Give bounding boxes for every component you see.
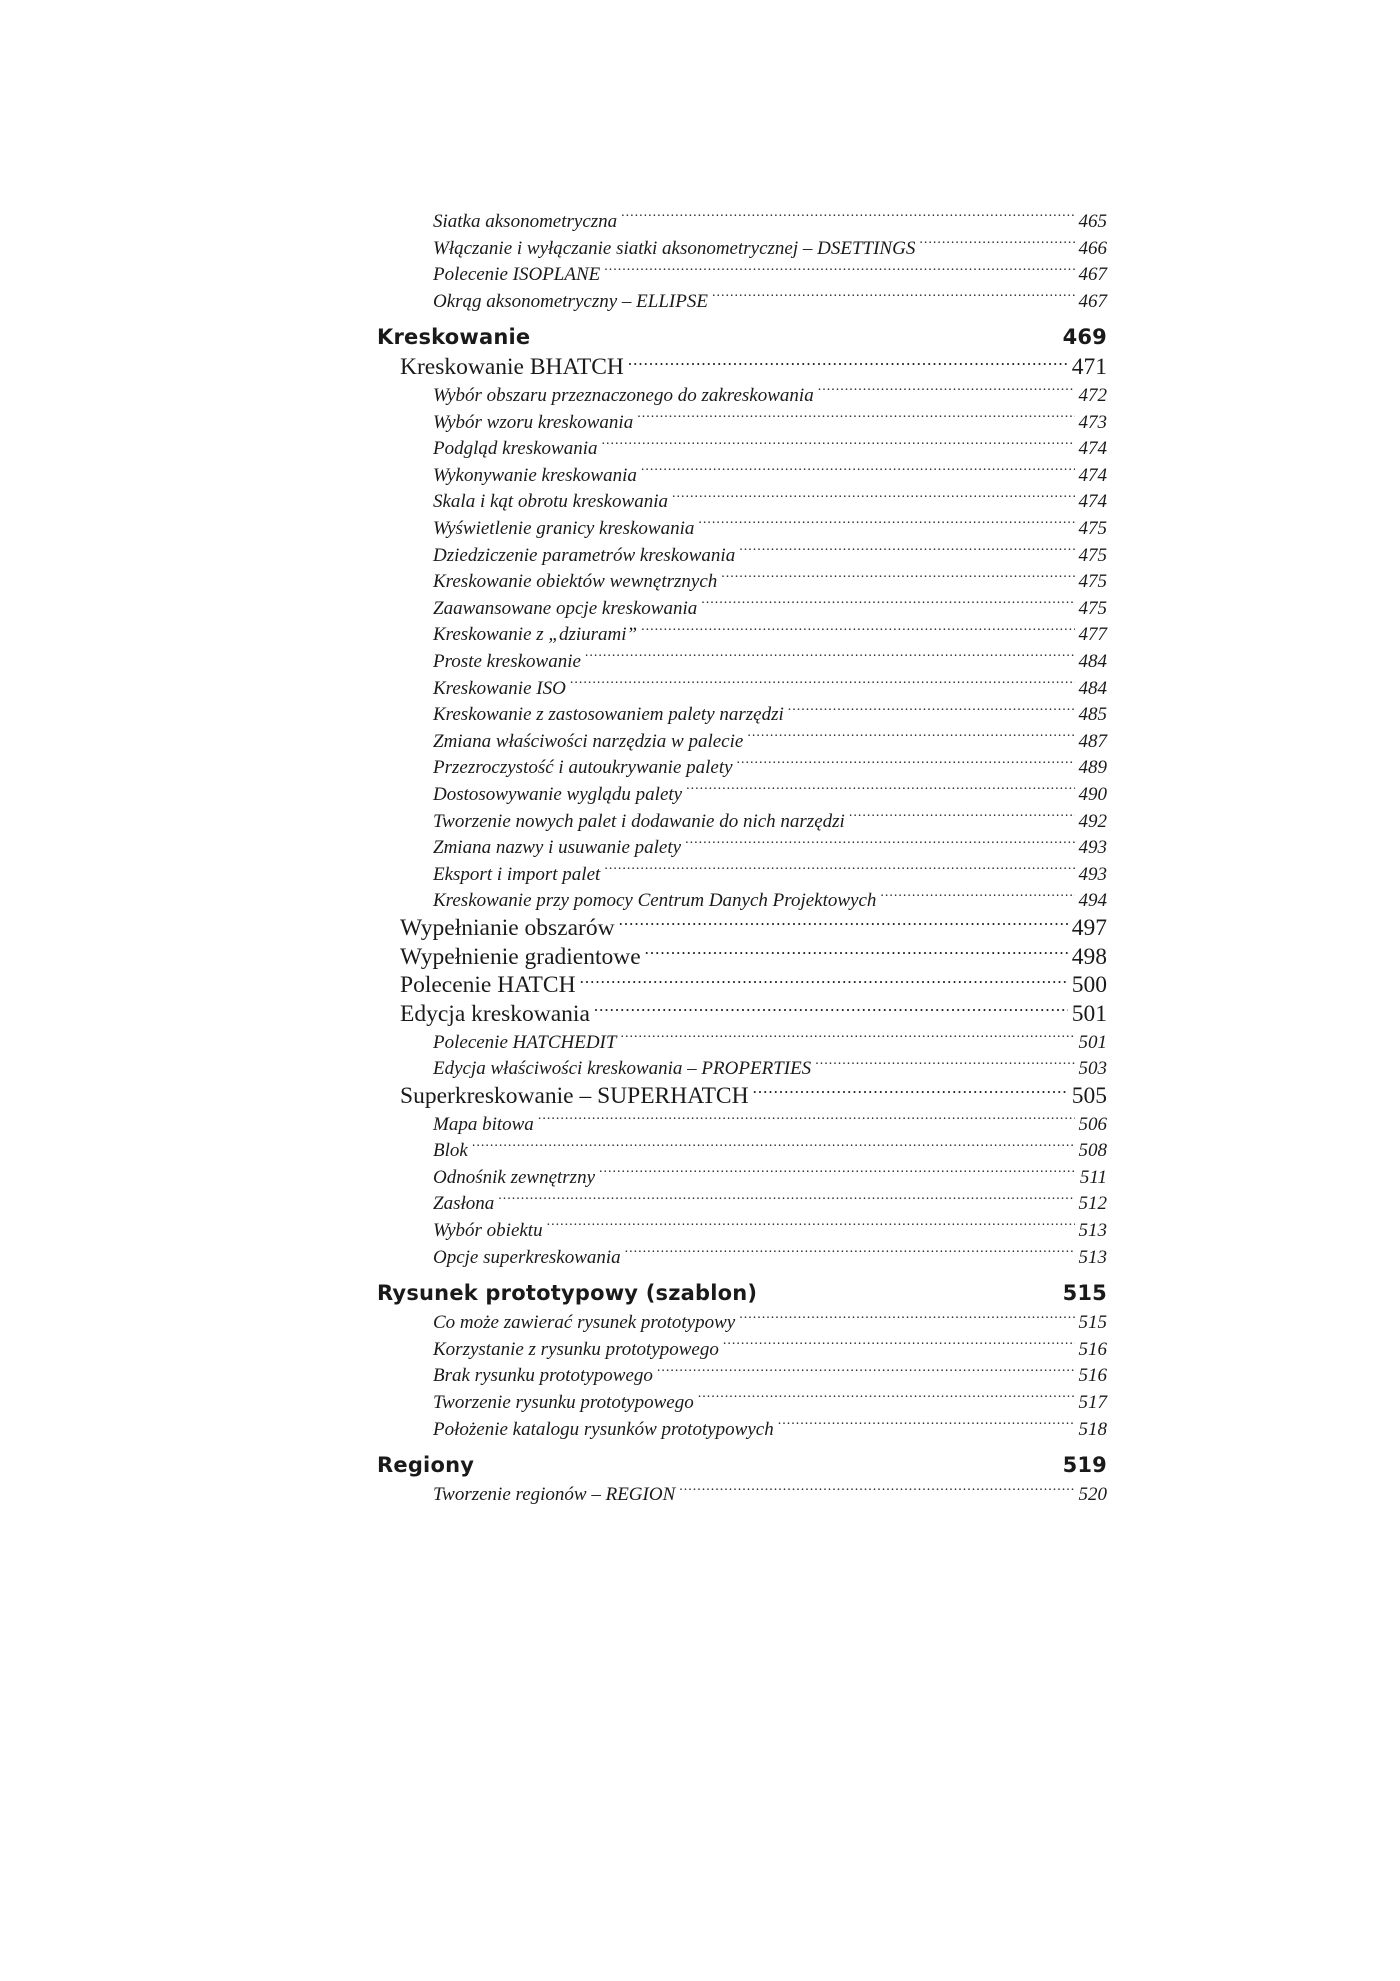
toc-page-number: 515 [1078, 1312, 1107, 1334]
toc-leader-dots [747, 727, 1074, 747]
toc-page-number: 516 [1078, 1365, 1107, 1387]
toc-page-number: 511 [1079, 1166, 1107, 1188]
toc-entry-title: Polecenie HATCHEDIT [433, 1031, 617, 1053]
toc-subsection [377, 700, 1107, 727]
toc-entry-title: Wypełnianie obszarów [400, 914, 615, 941]
toc-chapter [377, 1278, 1107, 1308]
toc-leader-dots [880, 886, 1074, 906]
toc-entry-title: Proste kreskowanie [433, 651, 581, 672]
toc-subsection [377, 1216, 1107, 1243]
toc-leader-dots [641, 461, 1075, 481]
toc-subsection [377, 647, 1107, 674]
toc-entry-title: Położenie katalogu rysunków prototypowych [433, 1418, 774, 1440]
toc-entry-title: Kreskowanie BHATCH [400, 354, 624, 381]
toc-chapter [377, 322, 1107, 352]
toc-entry-title: Wybór wzoru kreskowania [433, 411, 634, 433]
toc-entry-title: Opcje superkreskowania [433, 1246, 621, 1268]
toc-leader-dots [712, 287, 1075, 307]
toc-leader-dots [698, 1388, 1075, 1408]
toc-page-number: 484 [1078, 651, 1107, 672]
toc-entry-title: Wykonywanie kreskowania [433, 464, 637, 486]
toc-leader-dots [604, 260, 1074, 280]
toc-entry-title: Eksport i import palet [433, 863, 601, 885]
toc-page-number: 519 [1062, 1453, 1107, 1478]
toc-subsection [377, 1388, 1107, 1415]
toc-subsection [377, 807, 1107, 834]
toc-subsection [377, 1335, 1107, 1362]
toc-page-number: 515 [1062, 1281, 1107, 1306]
toc-page-number: 467 [1078, 264, 1107, 286]
toc-subsection [377, 620, 1107, 647]
toc-page-number: 493 [1078, 837, 1107, 859]
toc-subsection [377, 833, 1107, 860]
toc-page-number: 492 [1078, 810, 1107, 832]
toc-leader-dots [657, 1361, 1075, 1381]
toc-subsection [377, 408, 1107, 435]
toc-page-number: 513 [1078, 1219, 1107, 1241]
toc-leader-dots [547, 1216, 1075, 1236]
toc-page-number: 490 [1078, 783, 1107, 805]
toc-section [377, 999, 1107, 1028]
toc-page-number: 477 [1078, 624, 1107, 646]
toc-leader-dots [620, 1028, 1074, 1048]
toc-subsection [377, 461, 1107, 488]
toc-leader-dots [818, 381, 1075, 401]
toc-leader-dots [739, 541, 1074, 561]
toc-subsection [377, 1480, 1107, 1507]
toc-entry-title: Podgląd kreskowania [433, 438, 598, 460]
toc-leader-dots [628, 352, 1068, 374]
toc-subsection [377, 207, 1107, 234]
toc-entry-title: Polecenie ISOPLANE [433, 264, 601, 286]
toc-page-number: 474 [1078, 464, 1107, 486]
toc-leader-dots [601, 434, 1074, 454]
toc-subsection [377, 1361, 1107, 1388]
toc-entry-title: Zasłona [433, 1193, 495, 1215]
toc-page-number: 508 [1078, 1140, 1107, 1162]
toc-subsection [377, 1110, 1107, 1137]
toc-entry-title: Co może zawierać rysunek prototypowy [433, 1312, 736, 1334]
toc-leader-dots [585, 647, 1075, 667]
toc-subsection [377, 487, 1107, 514]
toc-page-number: 513 [1078, 1246, 1107, 1268]
toc-page-number: 501 [1078, 1031, 1107, 1053]
toc-entry-title: Kreskowanie [377, 325, 531, 350]
toc-leader-dots [701, 594, 1074, 614]
toc-page-number: 500 [1071, 972, 1107, 999]
toc-page-number: 467 [1078, 290, 1107, 312]
toc-subsection [377, 1308, 1107, 1335]
toc-leader-dots [498, 1189, 1074, 1209]
toc-page-number: 485 [1078, 704, 1107, 726]
toc-leader-dots [778, 1415, 1075, 1435]
toc-section [377, 913, 1107, 942]
toc-entry-title: Edycja kreskowania [400, 1001, 590, 1027]
toc-entry-title: Brak rysunku prototypowego [433, 1365, 653, 1387]
toc-page-number: 465 [1078, 211, 1107, 232]
toc-subsection [377, 727, 1107, 754]
toc-entry-title: Wybór obszaru przeznaczonego do zakreskowania [433, 385, 814, 407]
toc-entry-title: Wypełnienie gradientowe [400, 943, 641, 970]
toc-entry-title: Tworzenie rysunku prototypowego [433, 1391, 694, 1413]
toc-page-number: 466 [1078, 237, 1107, 259]
toc-entry-title: Okrąg aksonometryczny – ELLIPSE [433, 290, 708, 312]
toc-subsection [377, 674, 1107, 701]
toc-subsection [377, 1028, 1107, 1055]
toc-section [377, 352, 1107, 381]
toc-section [377, 970, 1107, 999]
toc-leader-dots [637, 408, 1074, 428]
toc-entry-title: Superkreskowanie – SUPERHATCH [400, 1082, 749, 1109]
toc-subsection [377, 260, 1107, 287]
toc-leader-dots [698, 514, 1074, 534]
toc-entry-title: Włączanie i wyłączanie siatki aksonometrycznej – DSETTINGS [433, 237, 916, 259]
toc-entry-title: Kreskowanie ISO [433, 677, 566, 699]
toc-page-number: 469 [1062, 325, 1107, 350]
toc-leader-dots [672, 487, 1074, 507]
toc-page-number: 497 [1071, 914, 1107, 941]
toc-leader-dots [580, 970, 1068, 992]
toc-entry-title: Dostosowywanie wyglądu palety [433, 783, 683, 805]
toc-section [377, 1081, 1107, 1110]
toc-entry-title: Regiony [377, 1453, 475, 1478]
toc-leader-dots [621, 207, 1074, 227]
toc-leader-dots [472, 1136, 1075, 1156]
toc-subsection [377, 234, 1107, 261]
toc-leader-dots [686, 780, 1074, 800]
toc-subsection [377, 1189, 1107, 1216]
toc-entry-title: Wyświetlenie granicy kreskowania [433, 518, 695, 540]
toc-leader-dots [594, 999, 1068, 1021]
toc-page-number: 518 [1078, 1418, 1107, 1440]
toc-page-number: 475 [1078, 571, 1107, 593]
toc-subsection [377, 886, 1107, 913]
toc-leader-dots [625, 1243, 1075, 1263]
toc-subsection [377, 1243, 1107, 1270]
toc-page-number: 471 [1071, 354, 1107, 381]
toc-leader-dots [645, 942, 1068, 964]
toc-page-number: 473 [1078, 411, 1107, 433]
toc-page-number: 489 [1078, 757, 1107, 779]
toc-leader-dots [737, 753, 1075, 773]
toc-page-number: 505 [1071, 1082, 1107, 1109]
toc-page-number: 493 [1078, 863, 1107, 885]
toc-subsection [377, 594, 1107, 621]
toc-leader-dots [685, 833, 1074, 853]
toc-page-number: 498 [1071, 943, 1107, 970]
toc-entry-title: Edycja właściwości kreskowania – PROPERTIES [433, 1058, 812, 1080]
toc-page-number: 494 [1078, 890, 1107, 912]
toc-leader-dots [753, 1081, 1068, 1103]
toc-leader-dots [604, 860, 1074, 880]
toc-leader-dots [815, 1054, 1074, 1074]
toc-page-number: 517 [1078, 1391, 1107, 1413]
toc-entry-title: Dziedziczenie parametrów kreskowania [433, 544, 736, 566]
toc-page-number: 506 [1078, 1113, 1107, 1135]
toc-entry-title: Skala i kąt obrotu kreskowania [433, 491, 669, 513]
toc-subsection [377, 1415, 1107, 1442]
toc-leader-dots [538, 1110, 1075, 1130]
toc-page-number: 484 [1078, 677, 1107, 699]
toc-subsection [377, 541, 1107, 568]
toc-subsection [377, 1136, 1107, 1163]
toc-page-number: 474 [1078, 491, 1107, 513]
toc-entry-title: Polecenie HATCH [400, 972, 576, 999]
toc-subsection [377, 514, 1107, 541]
toc-page-number: 512 [1078, 1193, 1107, 1215]
toc-entry-title: Wybór obiektu [433, 1219, 543, 1241]
toc-leader-dots [619, 913, 1068, 935]
toc-section [377, 942, 1107, 971]
toc-entry-title: Zmiana właściwości narzędzia w palecie [433, 730, 744, 752]
toc-page-number: 475 [1078, 544, 1107, 566]
toc-page-number: 487 [1078, 730, 1107, 752]
toc-subsection [377, 860, 1107, 887]
toc-page-number: 475 [1078, 597, 1107, 619]
toc-leader-dots [641, 620, 1074, 640]
toc-leader-dots [723, 1335, 1075, 1355]
toc-entry-title: Kreskowanie obiektów wewnętrznych [433, 571, 718, 593]
toc-subsection [377, 1054, 1107, 1081]
toc-entry-title: Zaawansowane opcje kreskowania [433, 597, 698, 619]
toc-entry-title: Kreskowanie przy pomocy Centrum Danych Projektowych [433, 890, 877, 912]
toc-entry-title: Mapa bitowa [433, 1113, 534, 1135]
toc-chapter [377, 1450, 1107, 1480]
toc-page-number: 472 [1078, 385, 1107, 407]
toc-leader-dots [721, 567, 1074, 587]
toc-entry-title: Tworzenie nowych palet i dodawanie do nich narzędzi [433, 810, 845, 832]
toc-entry-title: Kreskowanie z zastosowaniem palety narzędzi [433, 704, 784, 726]
toc-leader-dots [679, 1480, 1074, 1500]
toc-subsection [377, 1163, 1107, 1190]
toc-entry-title: Tworzenie regionów – REGION [433, 1484, 676, 1506]
toc-leader-dots [849, 807, 1075, 827]
toc-leader-dots [919, 234, 1074, 254]
toc-subsection [377, 287, 1107, 314]
toc-entry-title: Korzystanie z rysunku prototypowego [433, 1338, 719, 1360]
toc-entry-title: Przezroczystość i autoukrywanie palety [433, 757, 733, 779]
toc-entry-title: Odnośnik zewnętrzny [433, 1166, 596, 1188]
toc-leader-dots [788, 700, 1075, 720]
toc-leader-dots [739, 1308, 1074, 1328]
toc-page-number: 501 [1071, 1001, 1107, 1027]
toc-page-number: 520 [1078, 1484, 1107, 1506]
toc-subsection [377, 434, 1107, 461]
toc-subsection [377, 567, 1107, 594]
toc-page-number: 516 [1078, 1338, 1107, 1360]
toc-entry-title: Blok [433, 1140, 468, 1162]
toc-entry-title: Rysunek prototypowy (szablon) [377, 1281, 758, 1306]
toc-page-number: 475 [1078, 518, 1107, 540]
toc-entry-title: Zmiana nazwy i usuwanie palety [433, 837, 682, 859]
toc-subsection [377, 753, 1107, 780]
table-of-contents [377, 207, 1107, 1507]
toc-page-number: 503 [1078, 1058, 1107, 1080]
toc-entry-title: Kreskowanie z „dziurami” [433, 624, 638, 646]
toc-page-number: 474 [1078, 438, 1107, 460]
toc-entry-title: Siatka aksonometryczna [433, 211, 618, 232]
toc-subsection [377, 780, 1107, 807]
toc-leader-dots [599, 1163, 1076, 1183]
toc-leader-dots [570, 674, 1075, 694]
toc-subsection [377, 381, 1107, 408]
